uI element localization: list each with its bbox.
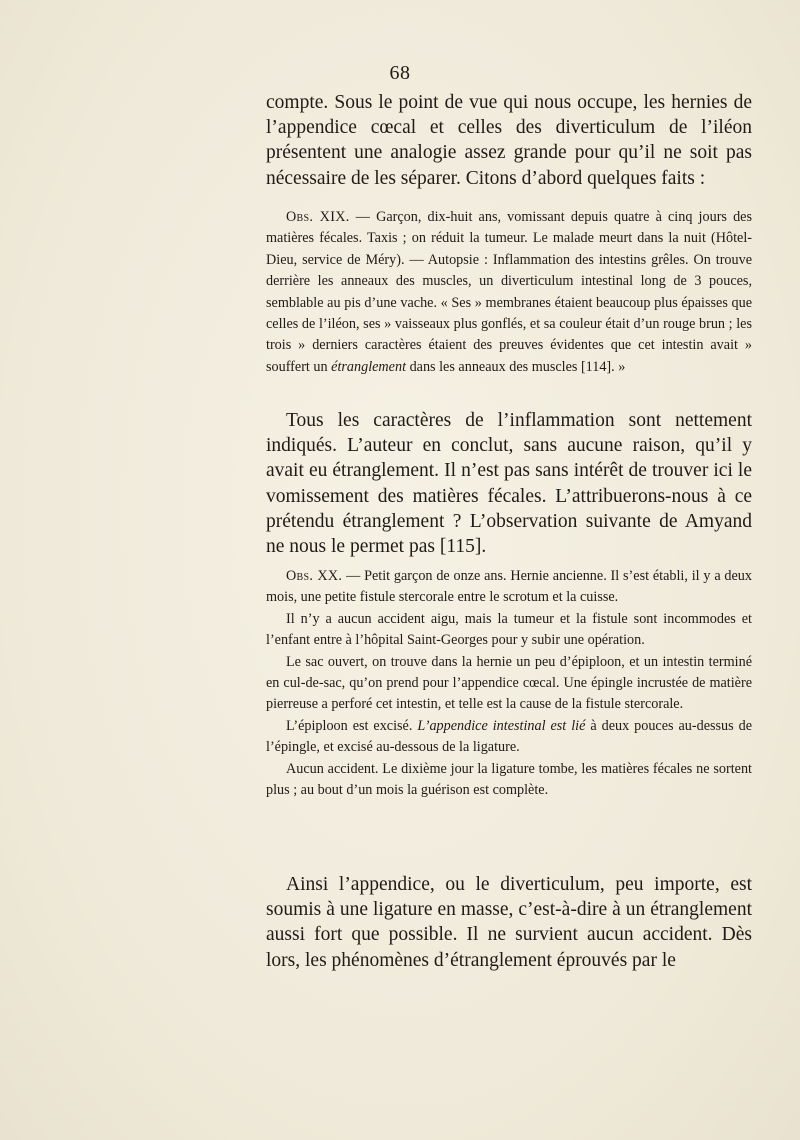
observation-xx-p4 — [266, 716, 752, 759]
opening-paragraph-block — [266, 90, 752, 191]
observation-text: L’épiploon est excisé. — [286, 717, 418, 734]
observation-xx-p3: Le sac ouvert, on trouve dans la hernie un peu d’épiploon, et un intestin terminé en cul-de-sac, qu’on prend pour l’appendice cœcal. Une épingle incrustée de matière pierreuse a perforé cet intestin, et telle est la cause de la fistule stercorale. — [266, 653, 752, 713]
observation-text: — Garçon, dix-huit ans, vomissant depuis quatre à cinq jours des matières fécales. Taxis ; on réduit la tumeur. Le malade meurt dans la nuit (Hôtel-Dieu, service de Méry). — Autopsie : Inflammation des intestins grêles. On trouve derrière les anneaux des muscles, un diverticulum intestinal long de 3 pouces, semblable au pis d’une vache. « Ses » membranes étaient beaucoup plus épaisses que celles de l’iléon, ses » vaisseaux plus gonflés, et sa couleur était d’un rouge brun ; les trois » derniers caractères étaient des preuves évidentes que cet intestin avait » souffert un — [266, 209, 752, 375]
observation-xx-p5: Aucun accident. Le dixième jour la ligature tombe, les matières fécales ne sortent plus ; au bout d’un mois la guérison est complète. — [266, 760, 752, 799]
observation-xx — [266, 566, 752, 801]
page-number: 68 — [389, 62, 411, 84]
observation-label: Obs. XIX. — [286, 209, 350, 225]
emphasis-text: étranglement — [331, 358, 407, 375]
observation-text: à deux pouces au-dessus de l’épingle, et excisé au-dessous de la ligature. — [266, 717, 753, 756]
paragraph-intro: compte. Sous le point de vue qui nous occupe, les hernies de l’appendice cœcal et celles des diverticulum de l’iléon présentent une analogie assez grande pour qu’il ne soit pas nécessaire de les séparer. Citons d’abord quelques faits : — [266, 92, 752, 189]
observation-xx-p1 — [266, 566, 752, 609]
commentary-paragraph-block — [266, 408, 752, 559]
observation-xx-p2: Il n’y a aucun accident aigu, mais la tumeur et la fistule sont incommodes et l’enfant entre à l’hôpital Saint-Georges pour y subir une opération. — [266, 610, 752, 649]
closing-paragraph-block — [266, 872, 752, 973]
observation-text: dans les anneaux des muscles [114]. » — [406, 358, 626, 375]
observation-text: — Petit garçon de onze ans. Hernie ancienne. Il s’est établi, il y a deux mois, une petite fistule stercorale entre le scrotum et la cuisse. — [266, 568, 752, 606]
paragraph-closing: Ainsi l’appendice, ou le diverticulum, peu importe, est soumis à une ligature en masse, c’est-à-dire à un étranglement aussi fort que possible. Il ne survient aucun accident. Dès lors, les phénomènes d’étranglement éprouvés par le — [266, 874, 752, 971]
observation-label: Obs. XX. — [286, 568, 343, 584]
observation-xix — [266, 207, 752, 378]
paragraph-commentary: Tous les caractères de l’inflammation sont nettement indiqués. L’auteur en conclut, sans aucune raison, qu’il y avait eu étranglement. Il n’est pas sans intérêt de trouver ici le vomissement des matières fécales. L’attribuerons-nous à ce prétendu étranglement ? L’observation suivante de Amyand ne nous le permet pas [115]. — [266, 410, 752, 558]
observation-xix-text — [266, 207, 752, 378]
emphasis-text: L’appendice intestinal est lié — [417, 717, 586, 734]
